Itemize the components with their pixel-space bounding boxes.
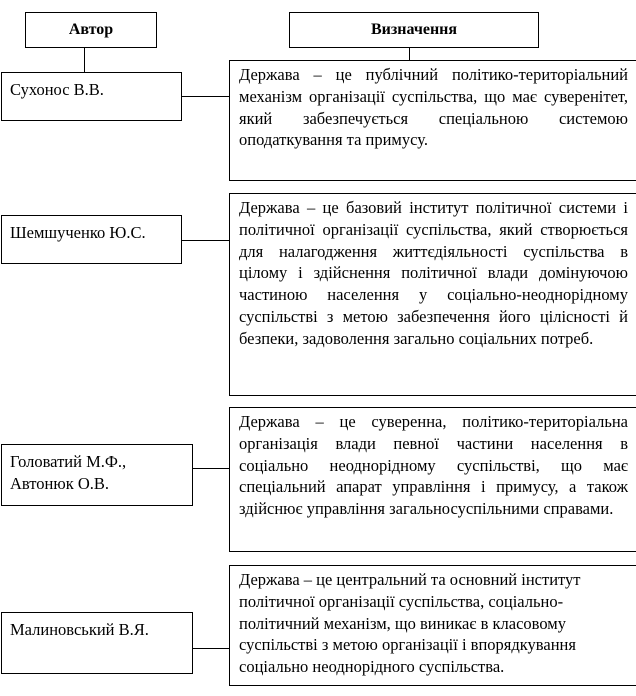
author-box-1 <box>1 72 182 121</box>
author-name: Сухонос В.В. <box>10 80 104 99</box>
definition-header-connector <box>409 48 410 60</box>
definition-text: Держава – це центральний та основний інститут політичної організації суспільства, соціально-політичний механізм, що виникає в класовому суспільстві з метою організації і впорядкування соціально неоднорідного суспільства. <box>239 570 581 677</box>
definition-box-3 <box>229 407 636 552</box>
author-header-label: Автор <box>68 21 114 38</box>
definition-header <box>289 12 539 48</box>
definition-box-1 <box>229 60 636 181</box>
author-header-connector <box>84 48 85 72</box>
author-name: Малиновський В.Я. <box>10 620 149 639</box>
row-connector-2 <box>181 240 229 241</box>
definition-text: Держава – це суверенна, політико-територіальна організація влади певної частини населення в соціально неоднорідному суспільстві, що має спеціальний апарат управління і примусу, а також здійснює управління загальносуспільними справами. <box>239 412 628 519</box>
author-box-4 <box>1 612 193 674</box>
author-name: Головатий М.Ф., Автонюк О.В. <box>10 452 127 493</box>
definition-text: Держава – це публічний політико-територіальний механізм організації суспільства, що має суверенітет, який забезпечується спеціальною системою оподаткування та примусу. <box>239 65 628 150</box>
row-connector-1 <box>181 96 229 97</box>
row-connector-3 <box>192 468 229 469</box>
definition-box-4 <box>229 565 636 686</box>
row-connector-4 <box>192 648 229 649</box>
author-header <box>25 12 157 48</box>
definition-header-label: Визначення <box>370 21 458 38</box>
author-box-3 <box>1 444 193 506</box>
definition-box-2 <box>229 193 636 396</box>
definition-text: Держава – це базовий інститут політичної системи і політичної організації суспільства, який створюється для налагодження життєдіяльності суспільства в цілому і здійснення політичної влади домінуючою частиною населення у соціально-неоднорідному суспільстві з метою забезпечення його цілісності й безпеки, задоволення загально соціальних потреб. <box>239 198 628 348</box>
author-box-2 <box>1 215 182 264</box>
author-name: Шемшученко Ю.С. <box>10 223 146 242</box>
